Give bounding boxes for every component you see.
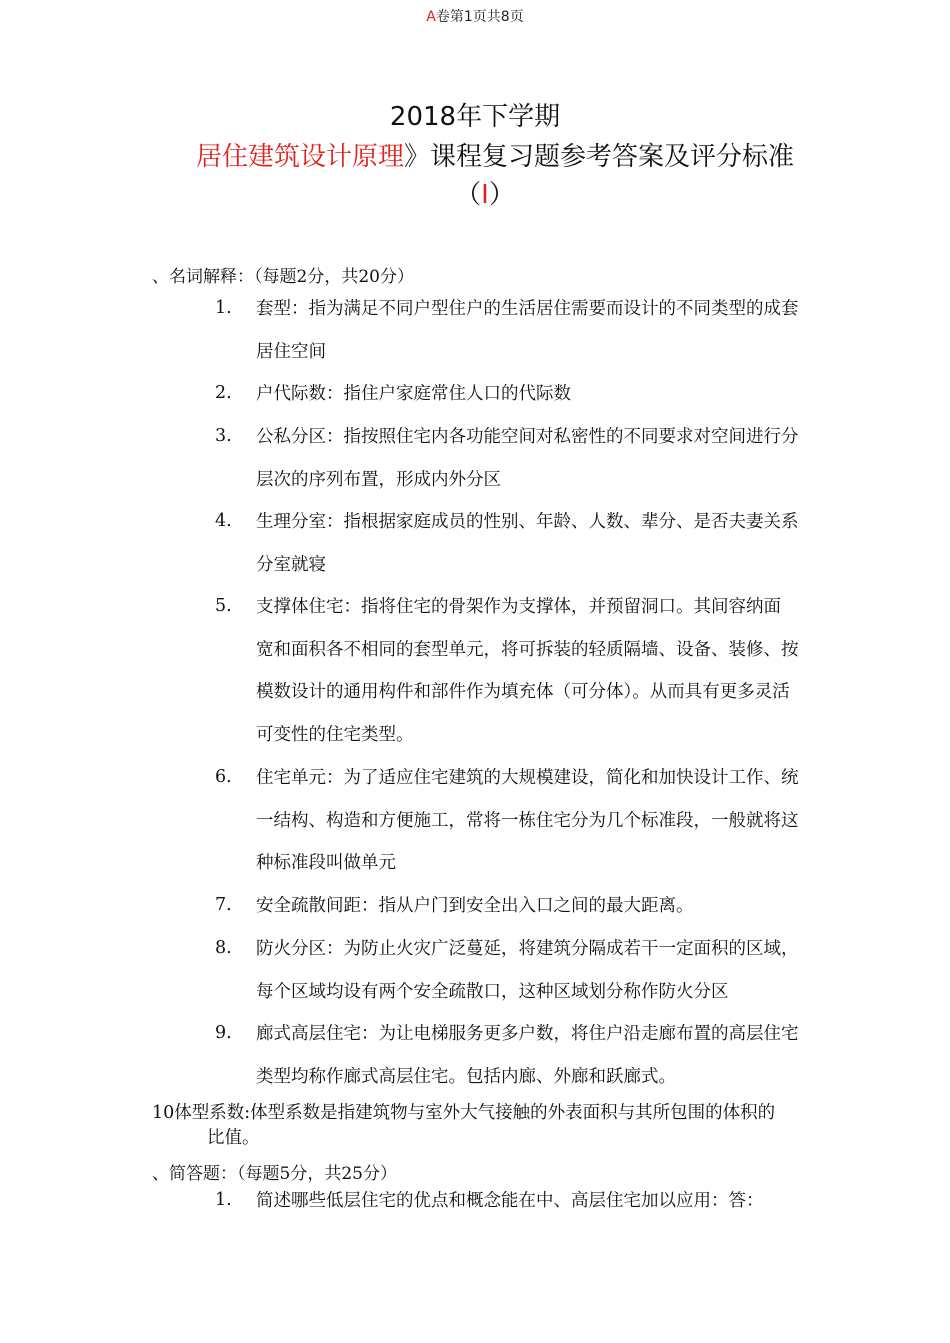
list-item: 7. 安全疏散间距：指从户门到安全出入口之间的最大距离。 xyxy=(215,895,694,916)
section-1-heading: 、名词解释：（每题2分，共20分） xyxy=(152,267,414,287)
list-item: 4. 生理分室：指根据家庭成员的性别、年龄、人数、辈分、是否夫妻关系 分室就寝 xyxy=(215,511,799,575)
title-course xyxy=(20,136,950,173)
page-info: 卷第1页共8页 xyxy=(435,9,524,25)
list-item: 1. 简述哪些低层住宅的优点和概念能在中、高层住宅加以应用：答： xyxy=(215,1190,764,1211)
title-course-name: 居住建筑设计原理 xyxy=(195,142,404,172)
title-mark: I xyxy=(481,180,489,210)
list-item: 5. 支撑体住宅：指将住宅的骨架作为支撑体，并预留洞口。其间容纳面 宽和面积各不相同的套型单元，将可拆装的轻质隔墙、设备、装修、按 模数设计的通用构件和部件作为填充体（可分体）。从而具有更多灵活 可变性的住宅类型。 xyxy=(215,596,799,745)
list-item: 6. 住宅单元：为了适应住宅建筑的大规模建设，简化和加快设计工作、统 一结构、构造和方便施工，常将一栋住宅分为几个标准段，一般就将这 种标准段叫做单元 xyxy=(215,767,799,873)
title-year: 2018年下学期 xyxy=(389,102,561,132)
list-item: 2. 户代际数：指住户家庭常住人口的代际数 xyxy=(215,383,571,404)
list-item: 1. 套型：指为满足不同户型住户的生活居住需要而设计的不同类型的成套 居住空间 xyxy=(215,298,799,362)
list-item: 3. 公私分区：指按照住宅内各功能空间对私密性的不同要求对空间进行分 层次的序列布置，形成内外分区 xyxy=(215,426,799,490)
list-item-10: 10体型系数:体型系数是指建筑物与室外大气接触的外表面积与其所包围的体积的 比值。 xyxy=(152,1103,776,1148)
list-item: 8. 防火分区：为防止火灾广泛蔓延，将建筑分隔成若干一定面积的区域， 每个区域均设有两个安全疏散口，这种区域划分称作防火分区 xyxy=(215,938,799,1002)
title-course-rest: 》课程复习题参考答案及评分标准 xyxy=(404,142,795,172)
list-item: 9. 廊式高层住宅：为让电梯服务更多户数，将住户沿走廊布置的高层住宅 类型均称作廊式高层住宅。包括内廊、外廊和跃廊式。 xyxy=(215,1023,799,1087)
section-2-heading: 、简答题：（每题5分，共25分） xyxy=(152,1164,397,1184)
title-paper-mark: （I） xyxy=(455,180,515,210)
page-header xyxy=(0,6,950,26)
paper-label: A xyxy=(426,9,436,25)
